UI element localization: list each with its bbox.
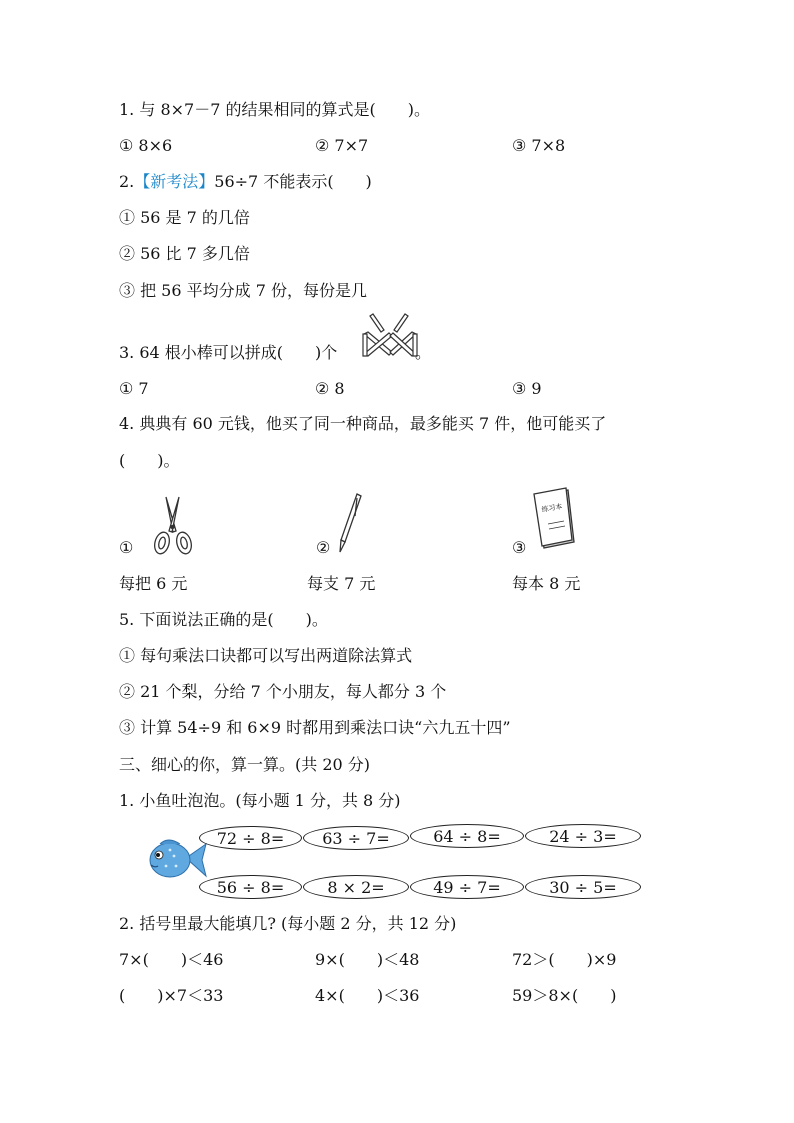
- q4-option-1: ①: [119, 538, 134, 557]
- q5-stem: 5. 下面说法正确的是( )。: [119, 610, 328, 629]
- p2-item-2: 9×( )＜48: [315, 950, 420, 969]
- q1-option-2: ② 7×7: [315, 136, 369, 155]
- p2-item-6: 59＞8×( ): [512, 986, 617, 1005]
- q2-option-1: ① 56 是 7 的几倍: [119, 208, 250, 227]
- q4-stem-2: ( )。: [119, 451, 180, 470]
- bowtie-sticks-icon: [362, 312, 418, 362]
- q4-option-2: ②: [316, 538, 331, 557]
- q1-option-1: ① 8×6: [119, 136, 173, 155]
- p2-item-5: 4×( )＜36: [315, 986, 420, 1005]
- p2-item-3: 72＞( )×9: [512, 950, 617, 969]
- q3-stem-a: 3. 64 根小棒可以拼成( )个: [119, 343, 338, 362]
- p2-item-4: ( )×7＜33: [119, 986, 224, 1005]
- notebook-label: 练习本: [540, 502, 564, 514]
- scissors-icon: [152, 495, 194, 557]
- q5-option-2: ② 21 个梨，分给 7 个小朋友，每人都分 3 个: [119, 682, 447, 701]
- q4-price-1: 每把 6 元: [119, 574, 188, 593]
- q4-option-3: ③: [512, 538, 527, 557]
- q2-stem: [119, 172, 372, 192]
- bubble-30-div-5: 30 ÷ 5=: [525, 875, 641, 899]
- pen-icon: [335, 492, 363, 554]
- bubble-24-div-3: 24 ÷ 3=: [525, 824, 641, 848]
- q2-text: 56÷7 不能表示( ): [214, 172, 372, 191]
- q1-option-3: ③ 7×8: [512, 136, 566, 155]
- bubble-63-div-7: 63 ÷ 7=: [303, 826, 409, 850]
- q2-option-2: ② 56 比 7 多几倍: [119, 244, 250, 263]
- bubble-72-div-8: 72 ÷ 8=: [199, 826, 302, 850]
- q2-option-3: ③ 把 56 平均分成 7 份，每份是几: [119, 281, 367, 300]
- part-2-title: 2. 括号里最大能填几? (每小题 2 分，共 12 分): [119, 914, 457, 933]
- part-1-title: 1. 小鱼吐泡泡。(每小题 1 分，共 8 分): [119, 791, 401, 810]
- q5-option-3: ③ 计算 54÷9 和 6×9 时都用到乘法口诀“六九五十四”: [119, 718, 511, 737]
- bubble-56-div-8: 56 ÷ 8=: [199, 875, 302, 899]
- q4-stem: 4. 典典有 60 元钱，他买了同一种商品，最多能买 7 件，他可能买了: [119, 414, 607, 433]
- q5-option-1: ① 每句乘法口诀都可以写出两道除法算式: [119, 646, 413, 665]
- section-3-title: 三、细心的你，算一算。(共 20 分): [119, 755, 371, 774]
- p2-item-1: 7×( )＜46: [119, 950, 224, 969]
- q1-stem: 1. 与 8×7－7 的结果相同的算式是( )。: [119, 100, 430, 119]
- q2-number: 2.: [119, 172, 135, 191]
- q3-option-2: ② 8: [315, 379, 345, 398]
- q3-stem-b: 。: [415, 343, 432, 362]
- q4-price-2: 每支 7 元: [307, 574, 376, 593]
- notebook-icon: [532, 488, 576, 550]
- new-method-tag: 【新考法】: [134, 172, 215, 191]
- q4-price-3: 每本 8 元: [512, 574, 581, 593]
- bubble-8-times-2: 8 × 2=: [303, 875, 409, 899]
- q3-option-1: ① 7: [119, 379, 149, 398]
- bubble-64-div-8: 64 ÷ 8=: [410, 824, 524, 848]
- fish-icon: [146, 836, 208, 884]
- bubble-49-div-7: 49 ÷ 7=: [410, 875, 524, 899]
- q3-option-3: ③ 9: [512, 379, 542, 398]
